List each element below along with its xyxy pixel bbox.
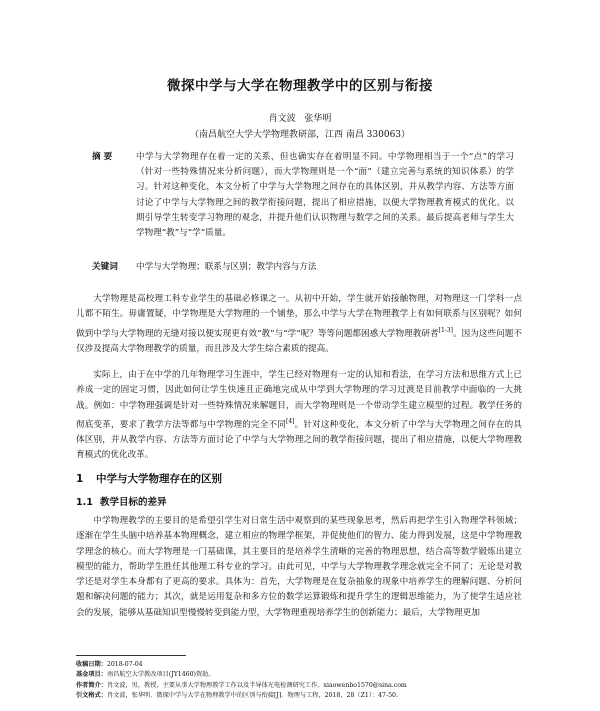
citation-1-3: [1-3] — [438, 326, 453, 334]
section-1-1-number: 1.1 — [76, 497, 93, 508]
abstract-label: 摘 要 — [92, 152, 113, 162]
section-1-1-paragraph: 中学物理教学的主要目的是希望引学生对日常生活中观察到的某些现象思考，然后再把学生引入物理学科领域；逐渐在学生头脑中培养基本物理概念，建立相应的物理学框架，并促使他们的智力、能力得到发展，这是中学物理教学理念的核心。而大学物理是一门基础课，其主要目的是培养学生清晰的完善的物理思想，结合高等数学锻炼出建立模型的能力，帮助学生胜任其他理工科专业的学习。由此可见，中学与大学物理教学理念就完全不同了；无论是对教学还是对学生本身都有了更高的要求。具体为：首先，大学物理是在复杂抽象的现象中培养学生的理解问题、分析问题和解决问题的能力；其次，就是运用复杂和多方位的数学运算锻炼和提升学生的逻辑思维能力，为了使学生适应社会的发展，能够从基础知识型慢慢转变到能力型，大学物理重视培养学生的创新能力；最后，大学物理更加 — [76, 516, 522, 618]
footnote-received-label: 收稿日期： — [76, 661, 107, 668]
footnote-divider — [76, 655, 186, 656]
section-1-1-title: 教学目标的差异 — [100, 497, 167, 508]
keywords-text: 中学与大学物理；联系与区别；教学内容与方法 — [136, 262, 317, 272]
keywords-label: 关键词 — [92, 262, 118, 272]
paper-title: 微探中学与大学在物理教学中的区别与衔接 — [167, 78, 433, 94]
footnote-fund-value: 南昌航空大学教改项目(JY1460)资助。 — [106, 671, 215, 679]
intro-p2-text-b: 。针对这种变化，本文分析了中学与大学物理之间存在的具体区别，并从教学内容、方法等方面讨论了中学与大学物理之间的教学衔接问题，提出了相应措施，以便大学物理教育模式的优化改革。 — [76, 419, 522, 461]
intro-paragraph-1 — [76, 292, 522, 357]
keywords-block — [92, 260, 514, 275]
authors: 肖文波 张华明 — [268, 114, 332, 124]
section-1-title: 中学与大学物理存在的区别 — [96, 473, 222, 485]
footnote-fund — [76, 670, 526, 680]
affiliation: （南昌航空大学大学物理教研部，江西 南昌 330063） — [189, 130, 411, 140]
footnote-author-label: 作者简介： — [76, 681, 107, 689]
abstract-text: 中学与大学物理存在着一定的关系，但也确实存在着明显不同。中学物理相当于一个“点”的学习（针对一些特殊情况来分析问题），而大学物理则是一个“面”（建立完善与系统的知识体系）的学习。针对这种变化，本文分析了中学与大学物理之间存在的具体区别，并从教学内容、方法等方面讨论了中学与大学物理之间的教学衔接问题，提出了相应措施，以便大学物理教育模式的优化。以期引导学生转变学习物理的观念，并提升他们认识物理与数学之间的关系。最后提高老师与学生大学物理“教”与“学”质量。 — [136, 152, 514, 239]
intro-p1-text-b: 。因为这些问题不仅涉及提高大学物理教学的质量，而且涉及大学生综合素质的提高。 — [76, 328, 522, 354]
intro-paragraph-2 — [76, 368, 522, 464]
footnote-author-value: 肖文波，男，教授，主要从事大学物理教学工作以及半导体光电检测研究工作。xiaowenbo1570@sina.com — [106, 681, 407, 689]
footnote-citation-value: 肖文波，张华明．微探中学与大学在物理教学中的区别与衔接[J]．物理与工程，2018，28（Z1）：47-50. — [106, 691, 398, 699]
footnote-citation — [76, 691, 526, 701]
section-1-heading — [76, 471, 222, 486]
footnote-citation-label: 引文格式： — [76, 691, 107, 699]
footnote-fund-label: 基金项目： — [76, 671, 107, 679]
footnotes — [76, 660, 526, 701]
section-1-1-heading — [76, 494, 167, 508]
abstract-block — [92, 150, 514, 241]
citation-4: [4] — [286, 417, 295, 425]
footnote-received-value: 2018-07-04 — [106, 661, 143, 668]
intro-p1-text-a: 大学物理是高校理工科专业学生的基础必修课之一。从初中开始，学生就开始接触物理，对物理这一门学科一点儿都不陌生。毋庸置疑，中学物理是大学物理的一个铺垫，那么中学与大学在物理教学上有如何联系与区别呢？如何做到中学与大学物理的无缝对接以便实现更有效“教”与“学”呢？等等问题都困惑大学物理教研者 — [76, 294, 522, 339]
section-1-number: 1 — [76, 473, 84, 485]
intro-p2-text-a: 实际上，由于在中学的几年物理学习生涯中，学生已经对物理有一定的认知和看法，在学习方法和思维方式上已养成一定的固定习惯，因此如何让学生快速且正确地完成从中学到大学物理的学习过渡是目前教学中面临的一大挑战。例如：中学物理强调是针对一些特殊情况来解题目，而大学物理则是一个带动学生建立模型的过程。教学任务的彻底变革，要求了教学方法等都与中学物理的完全不同 — [76, 370, 522, 430]
footnote-received — [76, 660, 526, 670]
footnote-author — [76, 681, 526, 691]
